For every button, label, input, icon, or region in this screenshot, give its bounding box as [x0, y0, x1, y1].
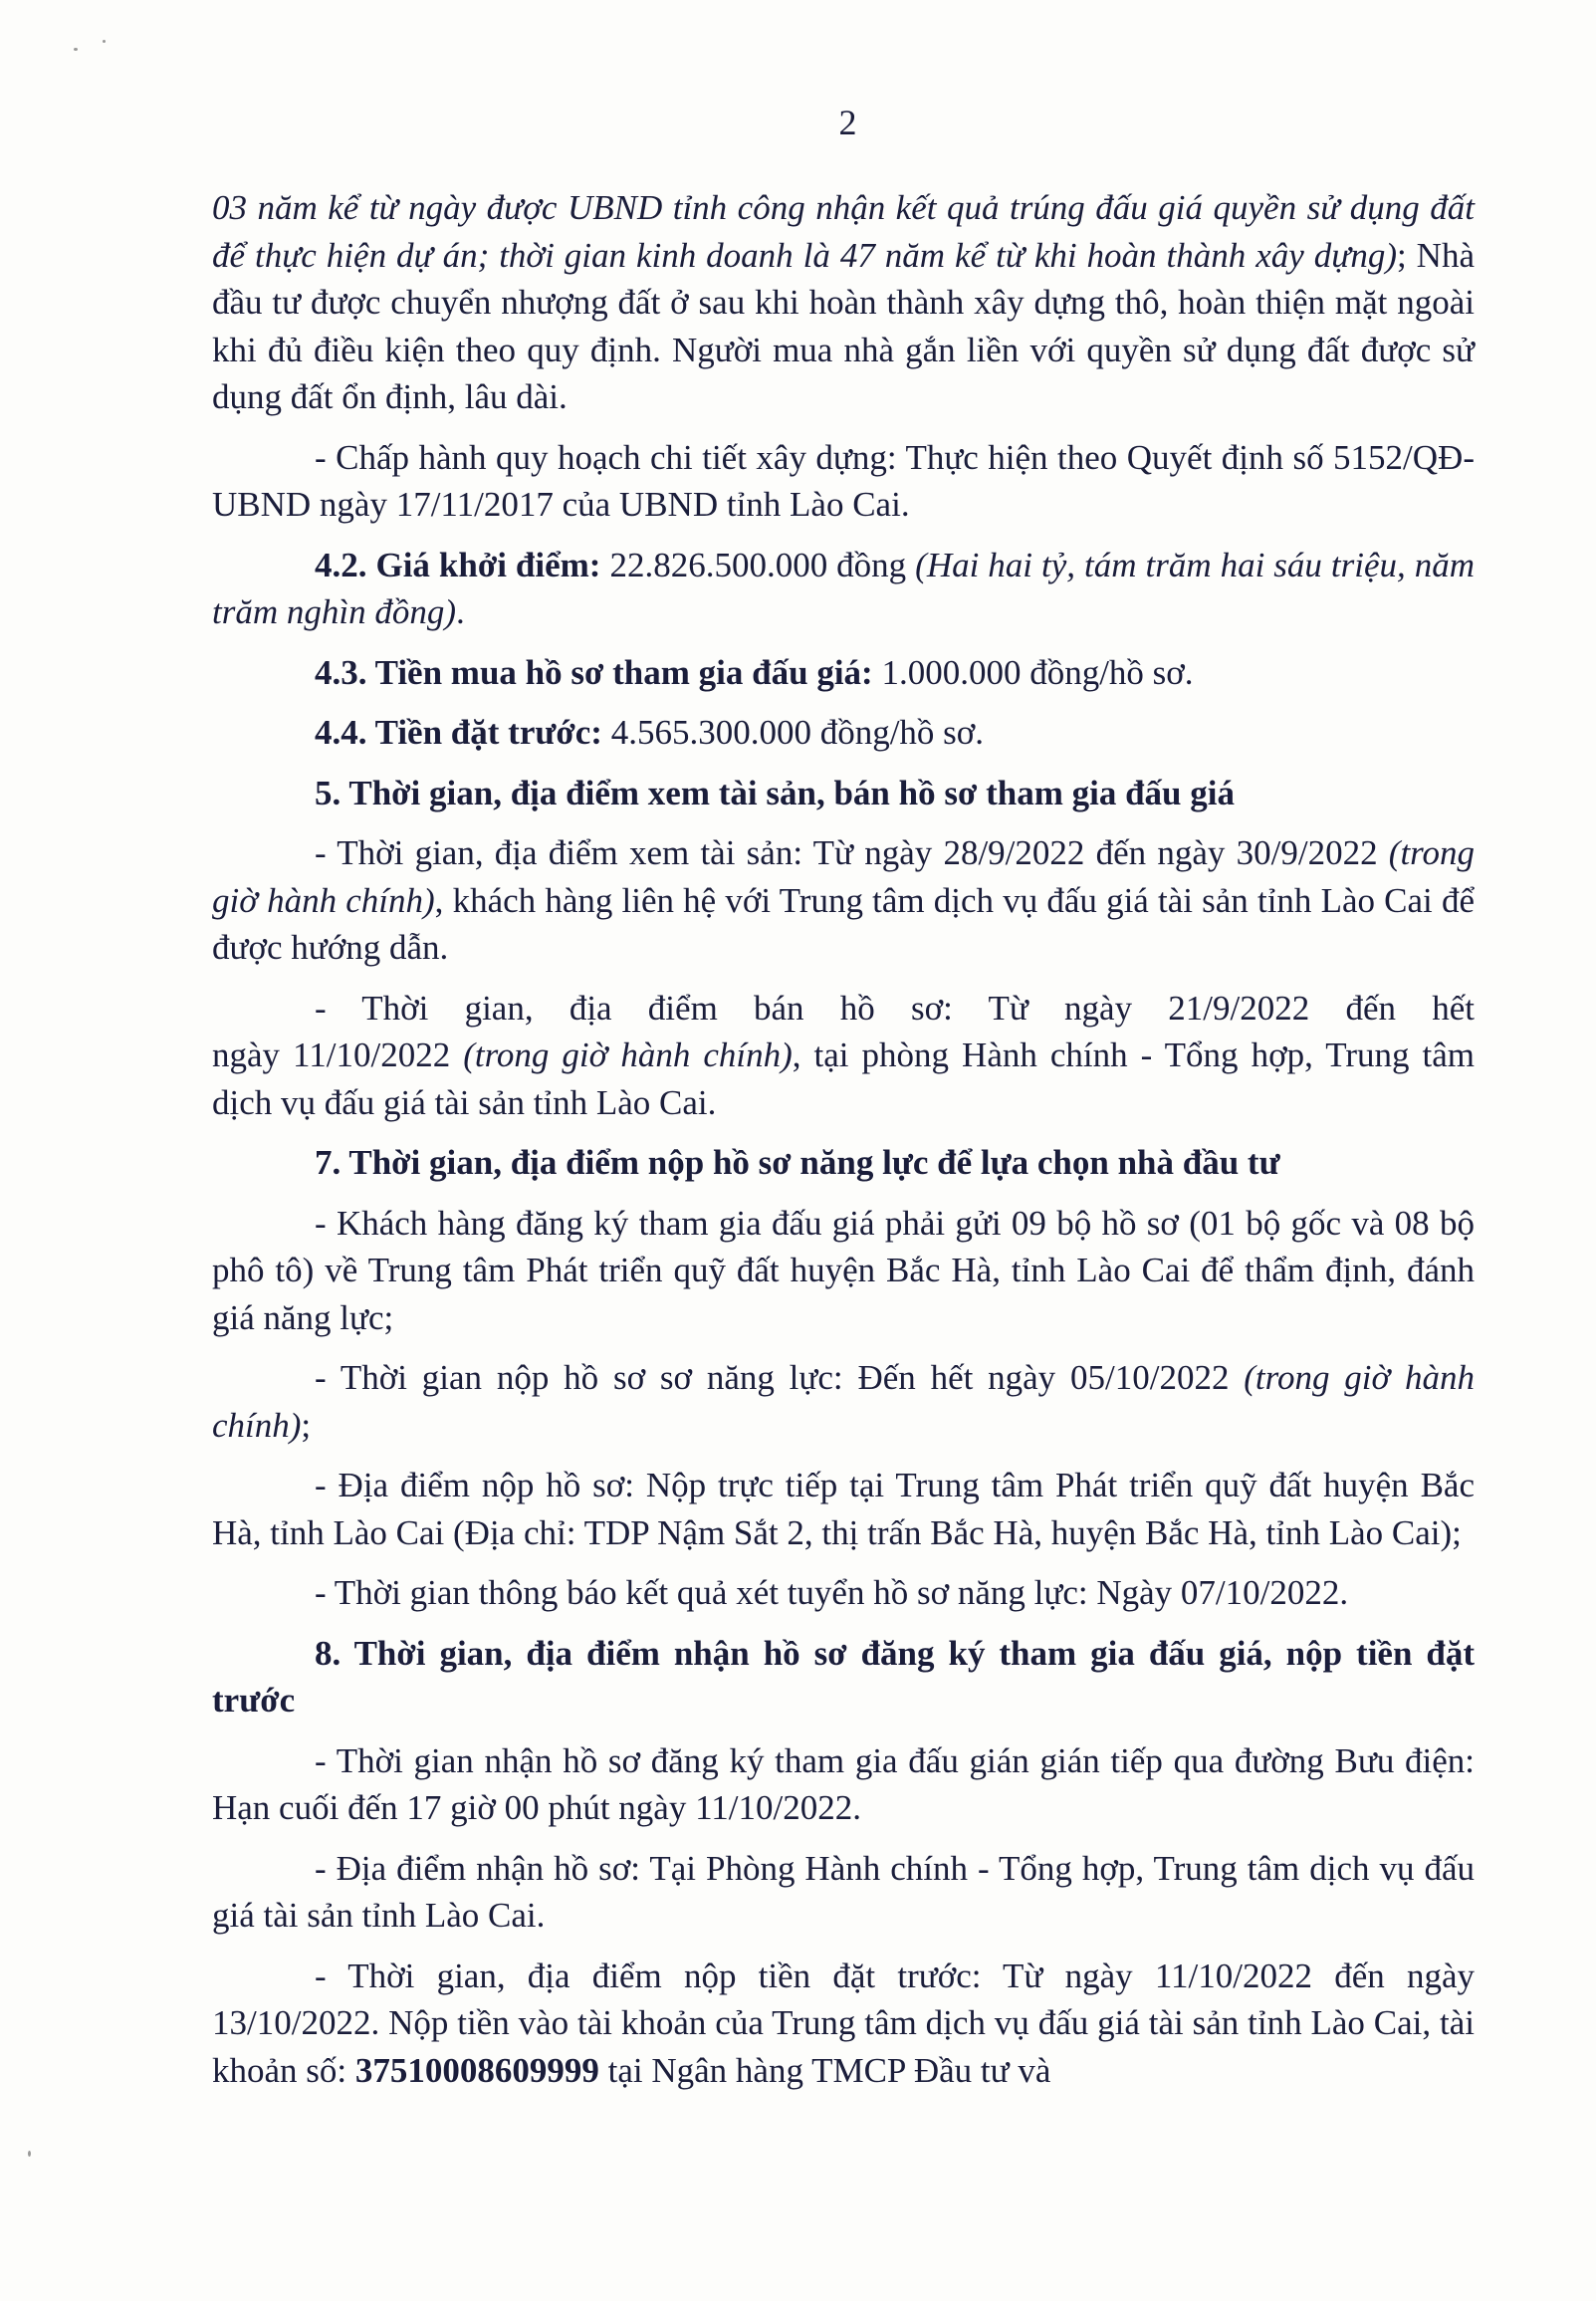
heading-section-5: 5. Thời gian, địa điểm xem tài sản, bán hồ sơ tham gia đấu giá	[315, 773, 1235, 812]
capacity-deadline-end: ;	[301, 1405, 312, 1445]
starting-price-end: .	[456, 592, 465, 631]
deposit-label: 4.4. Tiền đặt trước:	[315, 713, 602, 752]
paragraph-postal-registration: - Thời gian nhận hồ sơ đăng ký tham gia đấu gián gián tiếp qua đường Bưu điện: Hạn cuối đến 17 giờ 00 phút ngày 11/10/2022.	[212, 1740, 1475, 1827]
deposit-payment-bank: tại Ngân hàng TMCP Đầu tư và	[598, 2050, 1051, 2090]
page-number: 2	[838, 103, 857, 142]
document-body	[212, 184, 1475, 2107]
dossier-sale-line-1: - Thời gian, địa điểm bán hồ sơ: Từ ngày 21/9/2022 đến hết	[315, 988, 1475, 1028]
bank-account-number: 37510008609999	[354, 2050, 599, 2090]
heading-section-8: 8. Thời gian, địa điểm nhận hồ sơ đăng ký tham gia đấu giá, nộp tiền đặt trước	[212, 1633, 1475, 1720]
paragraph-submission-location: - Địa điểm nộp hồ sơ: Nộp trực tiếp tại Trung tâm Phát triển quỹ đất huyện Bắc Hà, tỉnh Lào Cai (Địa chỉ: TDP Nậm Sắt 2, thị trấn Bắc Hà, huyện Bắc Hà, tỉnh Lào Cai);	[212, 1466, 1475, 1552]
starting-price-value: 22.826.500.000 đồng	[600, 545, 916, 584]
capacity-deadline-hours: (trong giờ hành chính)	[212, 1358, 1475, 1445]
dossier-sale-hours: (trong giờ hành chính)	[463, 1035, 793, 1074]
paragraph-duration	[212, 184, 1475, 421]
paragraph-capacity-dossier: - Khách hàng đăng ký tham gia đấu giá phải gửi 09 bộ hồ sơ (01 bộ gốc và 08 bộ phô tô) về Trung tâm Phát triển quỹ đất huyện Bắc Hà, tỉnh Lào Cai để thẩm định, đánh giá năng lực;	[212, 1203, 1475, 1337]
transfer-text: ; Nhà đầu tư được chuyển nhượng đất ở sau khi hoàn thành xây dựng thô, hoàn thiện mặt ngoài khi đủ điều kiện theo quy định. Người mua nhà gắn liền với quyền sử dụng đất được sử dụng đất ổn định, lâu dài.	[212, 235, 1475, 416]
duration-italic-text: 03 năm kể từ ngày được UBND tỉnh công nhận kết quả trúng đấu giá quyền sử dụng đất để thực hiện dự án; thời gian kinh doanh là 47 năm kể từ khi hoàn thành xây dựng)	[212, 188, 1475, 275]
capacity-deadline-text: - Thời gian nộp hồ sơ sơ năng lực: Đến hết ngày 05/10/2022	[315, 1358, 1245, 1397]
dossier-sale-date: ngày 11/10/2022	[212, 1035, 464, 1074]
deposit-value: 4.565.300.000 đồng/hồ sơ.	[601, 713, 985, 752]
paragraph-deposit-payment	[212, 1953, 1475, 2095]
paragraph-deposit	[212, 709, 1475, 757]
scan-speck	[103, 40, 106, 43]
asset-viewing-contact: , khách hàng liên hệ với Trung tâm dịch vụ đấu giá tài sản tỉnh Lào Cai để được hướng dẫn.	[212, 880, 1475, 967]
asset-viewing-text: - Thời gian, địa điểm xem tài sản: Từ ngày 28/9/2022 đến ngày 30/9/2022	[315, 833, 1389, 872]
starting-price-label: 4.2. Giá khởi điểm:	[315, 545, 601, 584]
dossier-fee-value: 1.000.000 đồng/hồ sơ.	[872, 652, 1194, 692]
dossier-fee-label: 4.3. Tiền mua hồ sơ tham gia đấu giá:	[315, 652, 873, 692]
scan-speck	[74, 48, 78, 51]
paragraph-capacity-deadline	[212, 1354, 1475, 1449]
asset-viewing-hours: (trong giờ hành chính)	[212, 833, 1475, 920]
heading-section-7: 7. Thời gian, địa điểm nộp hồ sơ năng lực để lựa chọn nhà đầu tư	[315, 1143, 1280, 1182]
paragraph-result-notice: - Thời gian thông báo kết quả xét tuyển hồ sơ năng lực: Ngày 07/10/2022.	[315, 1573, 1349, 1612]
paragraph-dossier-sale	[212, 985, 1475, 1127]
paragraph-asset-viewing	[212, 829, 1475, 972]
scan-speck	[28, 2151, 31, 2157]
paragraph-receiving-location: - Địa điểm nhận hồ sơ: Tại Phòng Hành chính - Tổng hợp, Trung tâm dịch vụ đấu giá tài sản tỉnh Lào Cai.	[212, 1848, 1475, 1935]
deposit-payment-text: - Thời gian, địa điểm nộp tiền đặt trước: Từ ngày 11/10/2022 đến ngày 13/10/2022. Nộp tiền vào tài khoản của Trung tâm dịch vụ đấu giá tài sản tỉnh Lào Cai, tài khoản số:	[212, 1956, 1475, 2090]
starting-price-words: (Hai hai tỷ, tám trăm hai sáu triệu, năm trăm nghìn đồng)	[212, 545, 1476, 631]
paragraph-planning: - Chấp hành quy hoạch chi tiết xây dựng: Thực hiện theo Quyết định số 5152/QĐ-UBND ngày 17/11/2017 của UBND tỉnh Lào Cai.	[212, 437, 1475, 524]
paragraph-starting-price	[212, 542, 1475, 636]
dossier-sale-location: , tại phòng Hành chính - Tổng hợp, Trung tâm dịch vụ đấu giá tài sản tỉnh Lào Cai.	[212, 1035, 1475, 1122]
paragraph-dossier-fee	[212, 649, 1475, 697]
